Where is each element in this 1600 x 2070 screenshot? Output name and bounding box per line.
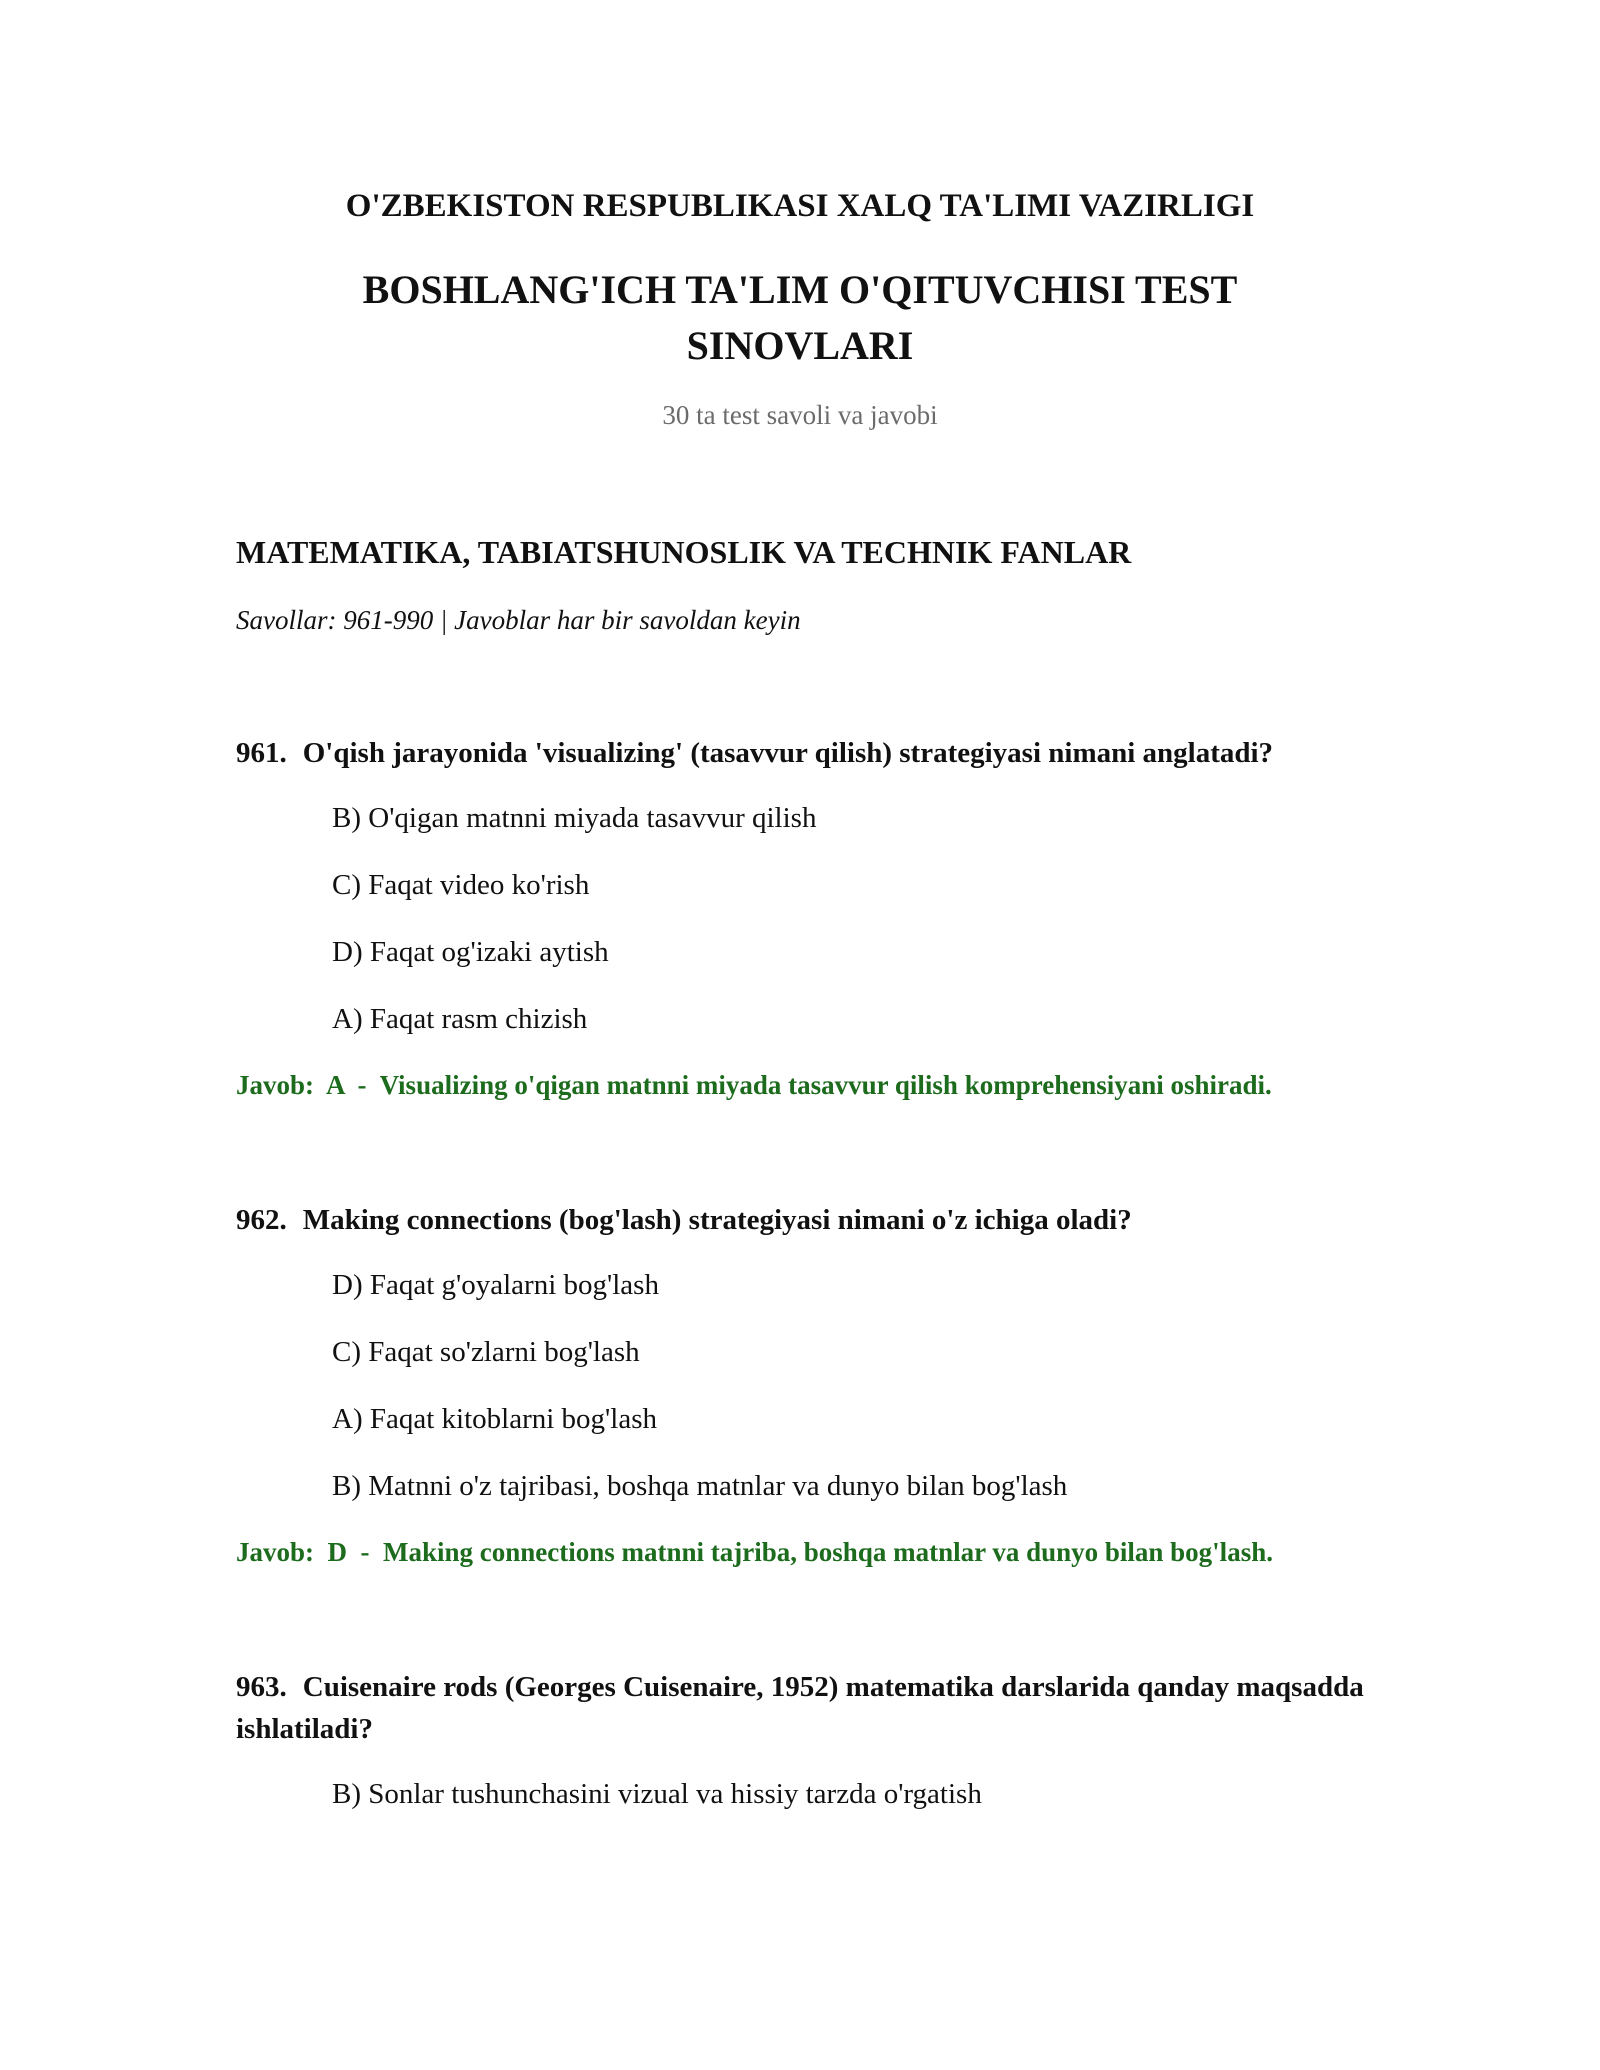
option-item: B) O'qigan matnni miyada tasavvur qilish (332, 802, 817, 834)
question-text: Making connections (bog'lash) strategiyasi nimani o'z ichiga oladi? (302, 1204, 1132, 1236)
question-962 (236, 1199, 1366, 1241)
question-961 (236, 732, 1366, 774)
answer-explanation: Visualizing o'qigan matnni miyada tasavvur qilish komprehensiyani oshiradi. (379, 1070, 1272, 1100)
answer-explanation: Making connections matnni tajriba, boshqa matnlar va dunyo bilan bog'lash. (383, 1537, 1273, 1567)
document-title: BOSHLANG'ICH TA'LIM O'QITUVCHISI TEST SINOVLARI (362, 267, 1238, 368)
option-item: C) Faqat video ko'rish (332, 869, 590, 901)
section-title: MATEMATIKA, TABIATSHUNOSLIK VA TECHNIK FANLAR (236, 534, 1132, 570)
answer-key: D (327, 1537, 348, 1567)
option-item: B) Sonlar tushunchasini vizual va hissiy tarzda o'rgatish (332, 1778, 982, 1810)
answer-962 (236, 1535, 1273, 1569)
question-963 (236, 1666, 1366, 1750)
question-number: 963. (236, 1671, 287, 1703)
document-subtitle: 30 ta test savoli va javobi (662, 400, 938, 430)
question-number: 962. (236, 1204, 287, 1236)
option-item: D) Faqat g'oyalarni bog'lash (332, 1269, 659, 1301)
answer-label: Javob: (236, 1070, 315, 1100)
answer-separator: - (357, 1070, 367, 1100)
answer-key: A (326, 1070, 345, 1100)
question-text: Cuisenaire rods (Georges Cuisenaire, 1952) matematika darslarida qanday maqsadda ishlatiladi? (236, 1671, 1364, 1745)
option-item: C) Faqat so'zlarni bog'lash (332, 1336, 640, 1368)
question-text: O'qish jarayonida 'visualizing' (tasavvur qilish) strategiyasi nimani anglatadi? (302, 737, 1274, 769)
answer-961 (236, 1068, 1272, 1102)
option-item: A) Faqat kitoblarni bog'lash (332, 1403, 657, 1435)
answer-separator: - (360, 1537, 370, 1567)
option-item: A) Faqat rasm chizish (332, 1003, 588, 1035)
option-item: D) Faqat og'izaki aytish (332, 936, 609, 968)
option-item: B) Matnni o'z tajribasi, boshqa matnlar va dunyo bilan bog'lash (332, 1470, 1068, 1502)
ministry-heading: O'ZBEKISTON RESPUBLIKASI XALQ TA'LIMI VAZIRLIGI (345, 188, 1255, 224)
answer-label: Javob: (236, 1537, 315, 1567)
section-meta: Savollar: 961-990 | Javoblar har bir savoldan keyin (236, 605, 801, 635)
question-number: 961. (236, 737, 287, 769)
